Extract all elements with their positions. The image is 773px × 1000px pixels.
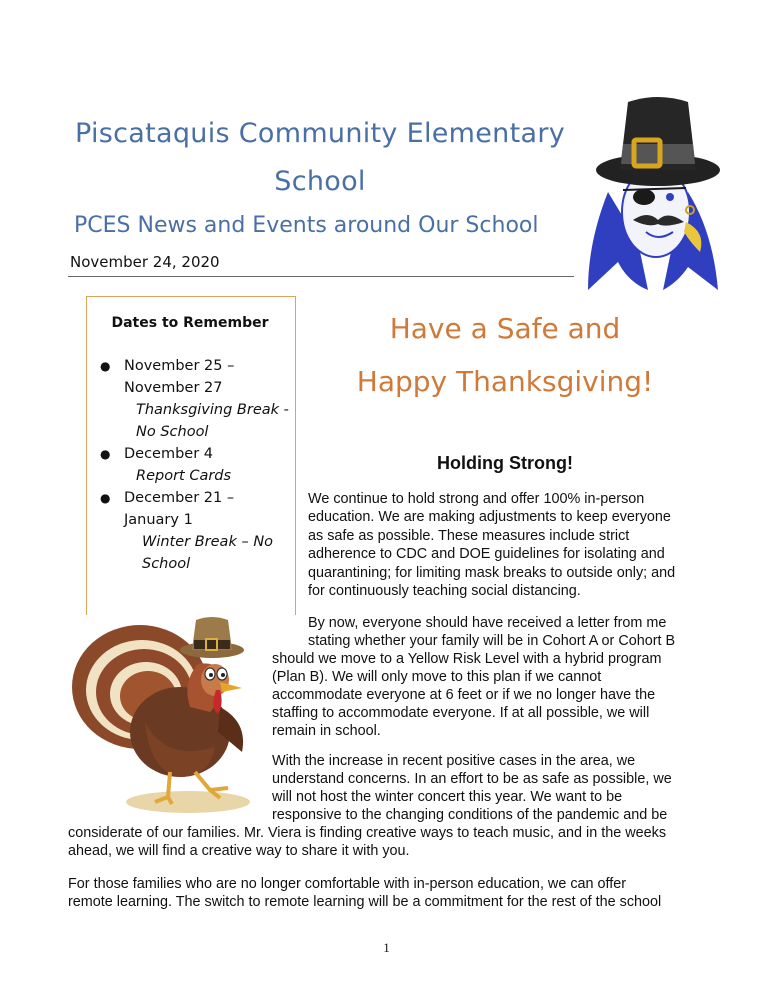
event-note: Winter Break – No bbox=[142, 534, 274, 550]
date-range: December 4 bbox=[124, 446, 214, 462]
event-note: School bbox=[142, 556, 191, 572]
text-line: should we move to a Yellow Risk Level with a hybrid program bbox=[272, 651, 662, 667]
event-note: Thanksgiving Break - bbox=[136, 402, 289, 418]
text-line: stating whether your family will be in Cohort A or Cohort B bbox=[308, 633, 676, 649]
bullet-icon: ● bbox=[100, 359, 111, 373]
page-subtitle: PCES News and Events around Our School bbox=[74, 213, 539, 238]
date-range: January 1 bbox=[124, 512, 193, 528]
text-line: for continuously teaching social distancing. bbox=[308, 583, 581, 600]
text-line: With the increase in recent positive cases in the area, we bbox=[272, 753, 636, 769]
text-line: For those families who are no longer comfortable with in-person education, we can offer bbox=[68, 876, 627, 892]
list-item bbox=[100, 443, 292, 487]
date-range: November 27 bbox=[124, 380, 223, 396]
text-line: We continue to hold strong and offer 100% in-person bbox=[308, 491, 645, 507]
page-number: 1 bbox=[383, 940, 390, 955]
text-line: ahead, we will find a creative way to share it with you. bbox=[68, 843, 410, 859]
dates-box-title: Dates to Remember bbox=[111, 315, 269, 331]
paragraph-1 bbox=[308, 490, 675, 600]
date-range: December 21 – bbox=[124, 490, 235, 506]
text-line: staffing to accommodate everyone. If at all possible, we will bbox=[272, 705, 650, 721]
thanksgiving-banner-line2: Happy Thanksgiving! bbox=[356, 365, 654, 398]
newsletter-date: November 24, 2020 bbox=[70, 253, 220, 271]
thanksgiving-banner-line1: Have a Safe and bbox=[389, 312, 621, 345]
article-heading: Holding Strong! bbox=[437, 453, 573, 473]
text-line: will not host the winter concert this year. We want to be bbox=[272, 789, 623, 805]
text-line: responsive to the changing conditions of the pandemic and be bbox=[272, 807, 668, 823]
text-line: remain in school. bbox=[272, 723, 381, 739]
event-note: Report Cards bbox=[136, 468, 232, 484]
date-range: November 25 – bbox=[124, 358, 235, 374]
text-line: (Plan B). We will only move to this plan if we cannot bbox=[272, 669, 602, 685]
text-line: education. We are making adjustments to keep everyone bbox=[308, 509, 671, 526]
bullet-icon: ● bbox=[100, 491, 111, 505]
text-line: By now, everyone should have received a letter from me bbox=[308, 615, 667, 631]
pilgrim-mascot-illustration bbox=[578, 92, 728, 292]
header-divider bbox=[68, 276, 574, 277]
text-line: as safe as possible. These measures include strict bbox=[308, 527, 630, 544]
text-line: adherence to CDC and DOE guidelines for isolating and bbox=[308, 546, 665, 563]
page-title-line2: School bbox=[274, 166, 366, 197]
turkey-illustration bbox=[70, 612, 270, 817]
text-line: quarantining; for limiting mask breaks to outside only; and bbox=[308, 564, 676, 581]
list-item bbox=[100, 355, 292, 443]
text-line: remote learning. The switch to remote learning will be a commitment for the rest of the school bbox=[68, 894, 662, 910]
text-line: considerate of our families. Mr. Viera is finding creative ways to teach music, and in the weeks bbox=[68, 825, 667, 841]
bullet-icon: ● bbox=[100, 447, 111, 461]
text-line: understand concerns. In an effort to be as safe as possible, we bbox=[272, 771, 672, 787]
page-title-line1: Piscataquis Community Elementary bbox=[74, 118, 566, 149]
list-item bbox=[100, 487, 292, 575]
dates-list bbox=[100, 355, 292, 575]
event-note: No School bbox=[136, 424, 209, 440]
text-line: accommodate everyone at 6 feet or if we no longer have the bbox=[272, 687, 656, 703]
